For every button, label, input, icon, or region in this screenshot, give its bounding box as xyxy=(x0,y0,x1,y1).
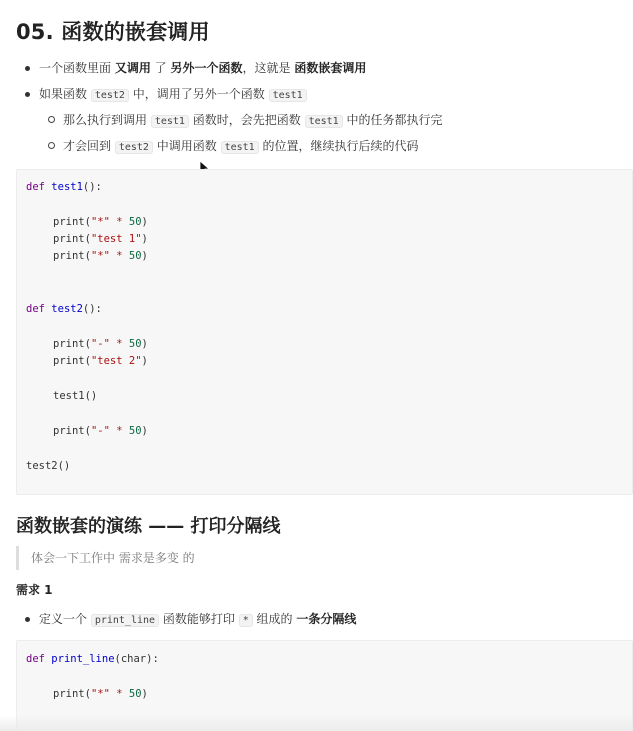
code-line: def print_line(char): xyxy=(26,653,159,665)
code-line: print("test 1") xyxy=(53,233,148,245)
section-title: 函数嵌套的演练 —— 打印分隔线 xyxy=(16,516,281,537)
bullet-dot xyxy=(25,66,30,71)
code-line: print("test 2") xyxy=(53,355,148,367)
list-item: 定义一个 print_line 函数能够打印 * 组成的 一条分隔线 xyxy=(39,612,357,626)
code-line: test1() xyxy=(53,390,98,402)
code-line: def test2(): xyxy=(26,303,102,315)
requirement-label: 需求 1 xyxy=(16,583,53,597)
sub-bullet-circle xyxy=(48,142,55,149)
list-item: 如果函数 test2 中，调用了另外一个函数 test1 xyxy=(39,85,307,105)
code-line: print("*" * 50) xyxy=(53,216,148,228)
bullet-dot xyxy=(25,617,30,622)
code-line: print("-" * 50) xyxy=(53,338,148,350)
page-title: 05. 函数的嵌套调用 xyxy=(16,20,210,44)
code-line: print("-" * 50) xyxy=(53,425,148,437)
code-line: print("*" * 50) xyxy=(53,250,148,262)
blockquote: 体会一下工作中 需求是多变 的 xyxy=(16,546,195,570)
sub-list-item: 那么执行到调用 test1 函数时，会先把函数 test1 中的任务都执行完 xyxy=(63,113,443,127)
bullet-dot xyxy=(25,92,30,97)
sub-bullet-circle xyxy=(48,116,55,123)
list-item: 一个函数里面 又调用 了 另外一个函数，这就是 函数嵌套调用 xyxy=(39,61,367,75)
bottom-fade xyxy=(0,715,633,731)
sub-list-item: 才会回到 test2 中调用函数 test1 的位置，继续执行后续的代码 xyxy=(63,139,419,153)
code-block[interactable] xyxy=(16,169,633,495)
code-line: print("*" * 50) xyxy=(53,688,148,700)
code-line: test2() xyxy=(26,460,71,472)
code-line: def test1(): xyxy=(26,181,102,193)
